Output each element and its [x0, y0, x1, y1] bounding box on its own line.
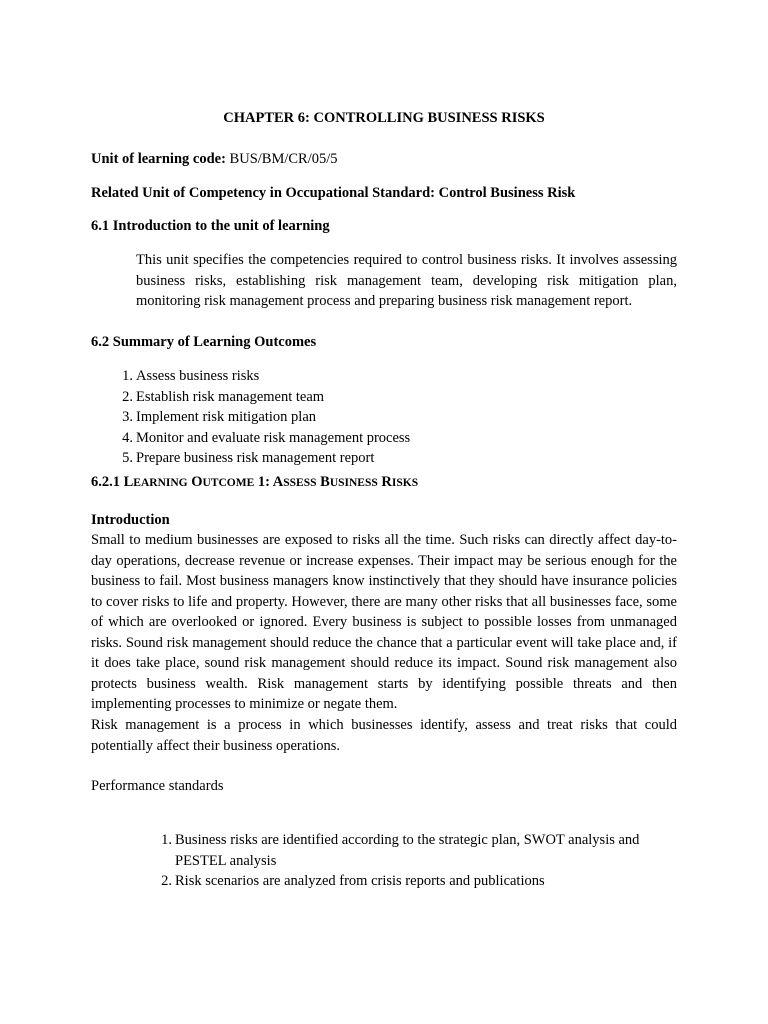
- section-6-1-body: This unit specifies the competencies required to control business risks. It involves assessing business risks, establishing risk management team, developing risk mitigation plan, monitoring risk management process and preparing business risk management report.: [136, 252, 677, 309]
- list-item: 5. Prepare business risk management report: [122, 450, 375, 466]
- list-item: 4. Monitor and evaluate risk management process: [122, 429, 411, 446]
- list-item: 1. Business risks are identified according to the strategic plan, SWOT analysis and PESTEL analysis: [161, 832, 640, 869]
- introduction-heading: Introduction: [91, 512, 170, 528]
- list-item: 1. Assess business risks: [122, 368, 260, 384]
- list-item: 3. Implement risk mitigation plan: [122, 409, 317, 425]
- unit-code-line: [91, 149, 677, 170]
- section-6-2-1-heading: 6.2.1 LEARNING OUTCOME 1: ASSESS BUSINESS RISKS: [91, 474, 419, 490]
- section-6-1-heading: 6.1 Introduction to the unit of learning: [91, 218, 330, 234]
- unit-code-value: BUS/BM/CR/05/5: [225, 151, 338, 167]
- list-item: 2. Risk scenarios are analyzed from crisis reports and publications: [161, 873, 545, 889]
- learning-outcomes-list: [122, 366, 677, 469]
- chapter-title: CHAPTER 6: CONTROLLING BUSINESS RISKS: [223, 110, 545, 126]
- list-item: 2. Establish risk management team: [122, 388, 325, 405]
- related-unit-line: Related Unit of Competency in Occupational Standard: Control Business Risk: [91, 185, 576, 201]
- introduction-paragraph-2: Risk management is a process in which businesses identify, assess and treat risks that could potentially affect their business operations.: [91, 717, 677, 754]
- introduction-paragraph-1: Small to medium businesses are exposed to risks all the time. Such risks can directly affect day-to-day operations, decrease revenue or increase expenses. Their impact may be serious enough for the business to fail. Most business managers know instinctively that they should have insurance policies to cover risks to life and property. However, there are many other risks that all businesses face, some of which are overlooked or ignored. Every business is subject to possible losses from unmanaged risks. Sound risk management should reduce the chance that a particular event will take place and, if it does take place, sound risk management should reduce its impact. Sound risk management also protects business wealth. Risk management starts by identifying possible threats and then implementing processes to minimize or negate them.: [91, 532, 677, 712]
- performance-standards-heading: Performance standards: [91, 778, 224, 794]
- section-6-2-heading: 6.2 Summary of Learning Outcomes: [91, 334, 317, 350]
- performance-standards-list: [161, 830, 677, 892]
- unit-code-label: Unit of learning code:: [91, 151, 226, 167]
